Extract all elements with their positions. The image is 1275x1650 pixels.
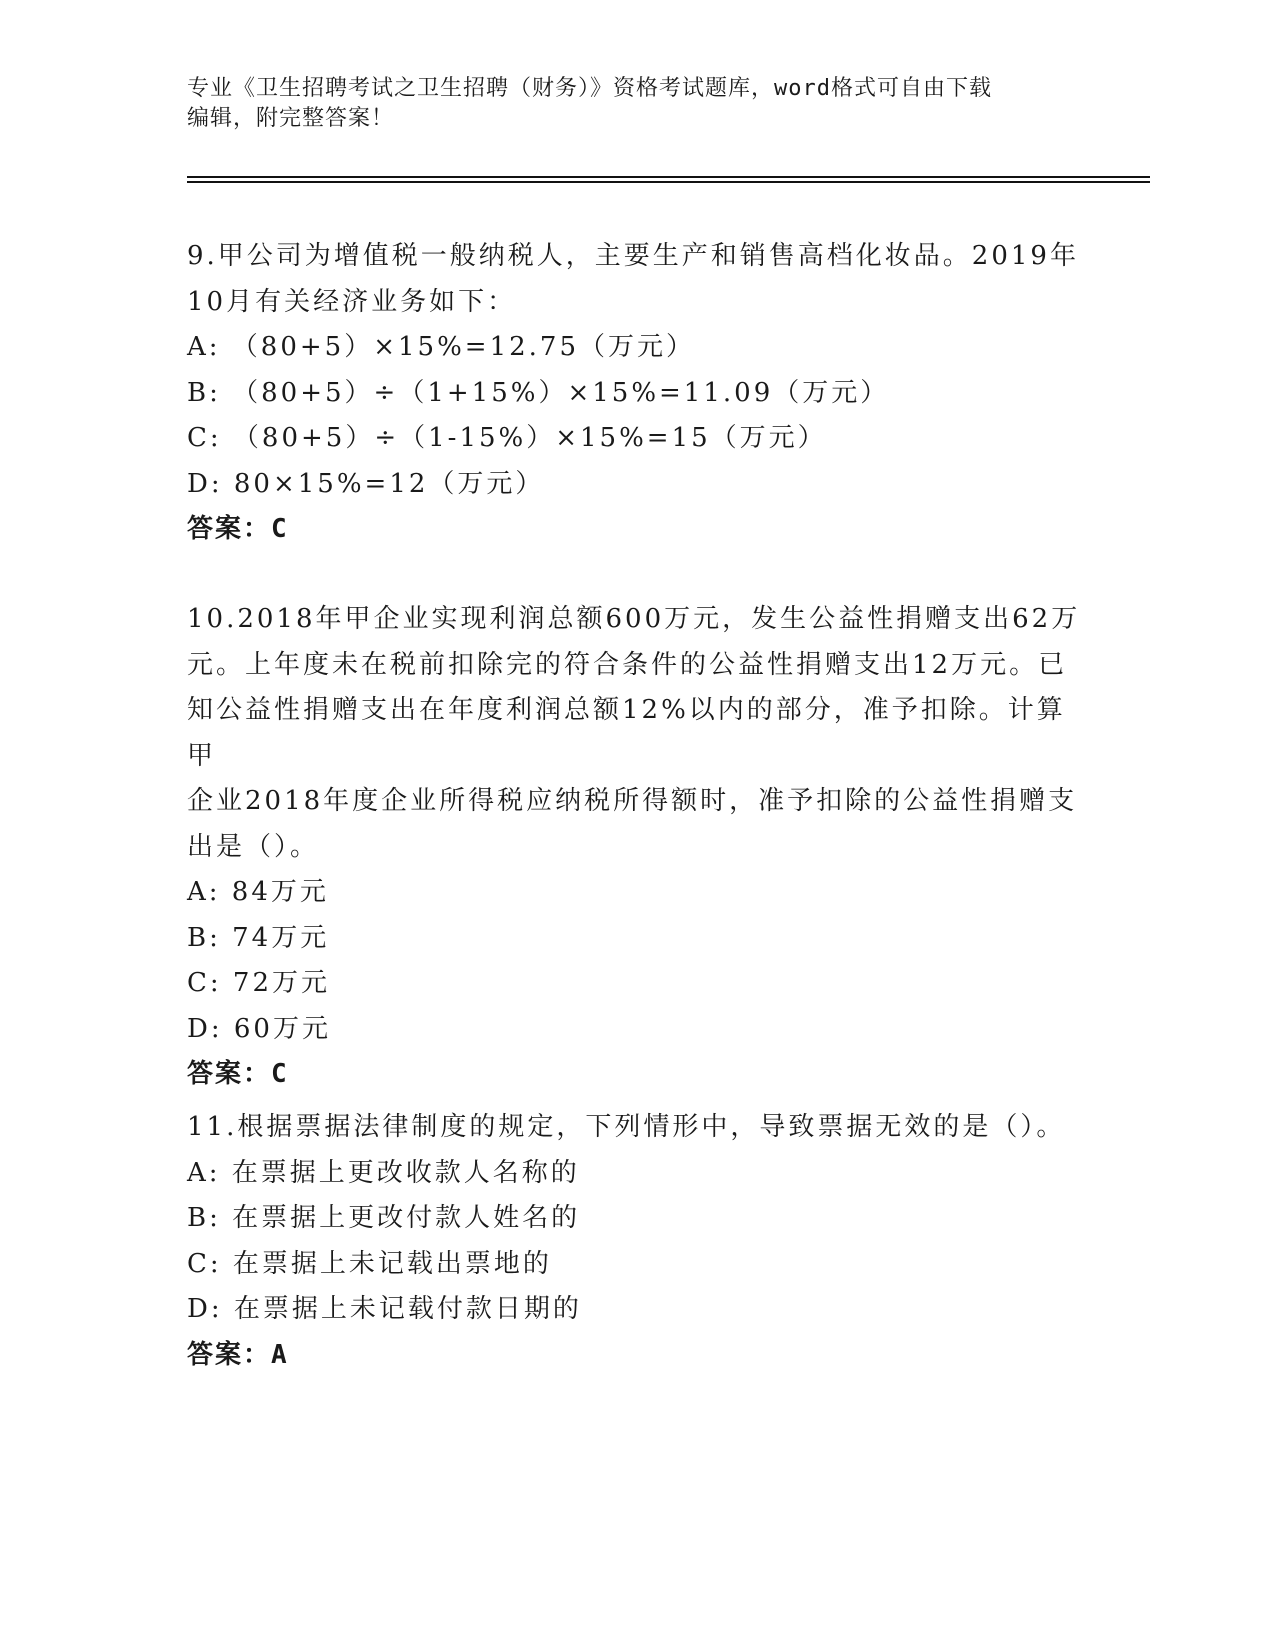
header-divider-bottom <box>187 181 1150 183</box>
answer-line: 答案：C <box>187 1059 289 1089</box>
option-d: D: 60万元 <box>187 1013 331 1044</box>
question-stem-line: 企业2018年度企业所得税应纳税所得额时，准予扣除的公益性捐赠支 <box>187 786 1078 816</box>
option-b: B: （80+5）÷（1+15%）×15%=11.09（万元） <box>187 377 890 408</box>
header-divider-top <box>187 176 1150 178</box>
option-a: A: 84万元 <box>187 877 329 907</box>
answer-line: 答案：A <box>187 1339 289 1370</box>
option-c: C: 72万元 <box>187 968 331 998</box>
question-stem-line: 元。上年度未在税前扣除完的符合条件的公益性捐赠支出12万元。已 <box>187 649 1068 680</box>
header-line-2: 编辑，附完整答案！ <box>187 106 395 131</box>
option-b: B: 在票据上更改付款人姓名的 <box>187 1203 581 1233</box>
answer-line: 答案：C <box>187 514 289 544</box>
header-line-1: 专业《卫生招聘考试之卫生招聘（财务）》资格考试题库，word格式可自由下载 <box>187 76 992 101</box>
question-stem-line: 10.2018年甲企业实现利润总额600万元，发生公益性捐赠支出62万 <box>187 604 1081 634</box>
question-stem-line: 11.根据票据法律制度的规定，下列情形中，导致票据无效的是（）。 <box>187 1112 1066 1142</box>
option-b: B: 74万元 <box>187 922 330 953</box>
option-c: C: （80+5）÷（1-15%）×15%=15（万元） <box>187 423 827 453</box>
question-11 <box>187 1105 1087 1378</box>
question-9 <box>187 234 1087 553</box>
question-stem-line: 出是（）。 <box>187 831 320 862</box>
question-stem-line: 10月有关经济业务如下： <box>187 286 517 317</box>
question-stem-line: 9.甲公司为增值税一般纳税人，主要生产和销售高档化妆品。2019年 <box>187 241 1079 271</box>
question-10 <box>187 597 1087 1098</box>
document-header <box>187 74 1087 134</box>
question-stem-line: 知公益性捐赠支出在年度利润总额12%以内的部分，准予扣除。计算甲 <box>187 695 1066 771</box>
option-a: A: （80+5）×15%=12.75（万元） <box>187 332 696 362</box>
option-c: C: 在票据上未记载出票地的 <box>187 1248 552 1279</box>
option-a: A: 在票据上更改收款人名称的 <box>187 1157 580 1188</box>
option-d: D: 在票据上未记载付款日期的 <box>187 1294 582 1324</box>
option-d: D: 80×15%=12（万元） <box>187 468 545 499</box>
